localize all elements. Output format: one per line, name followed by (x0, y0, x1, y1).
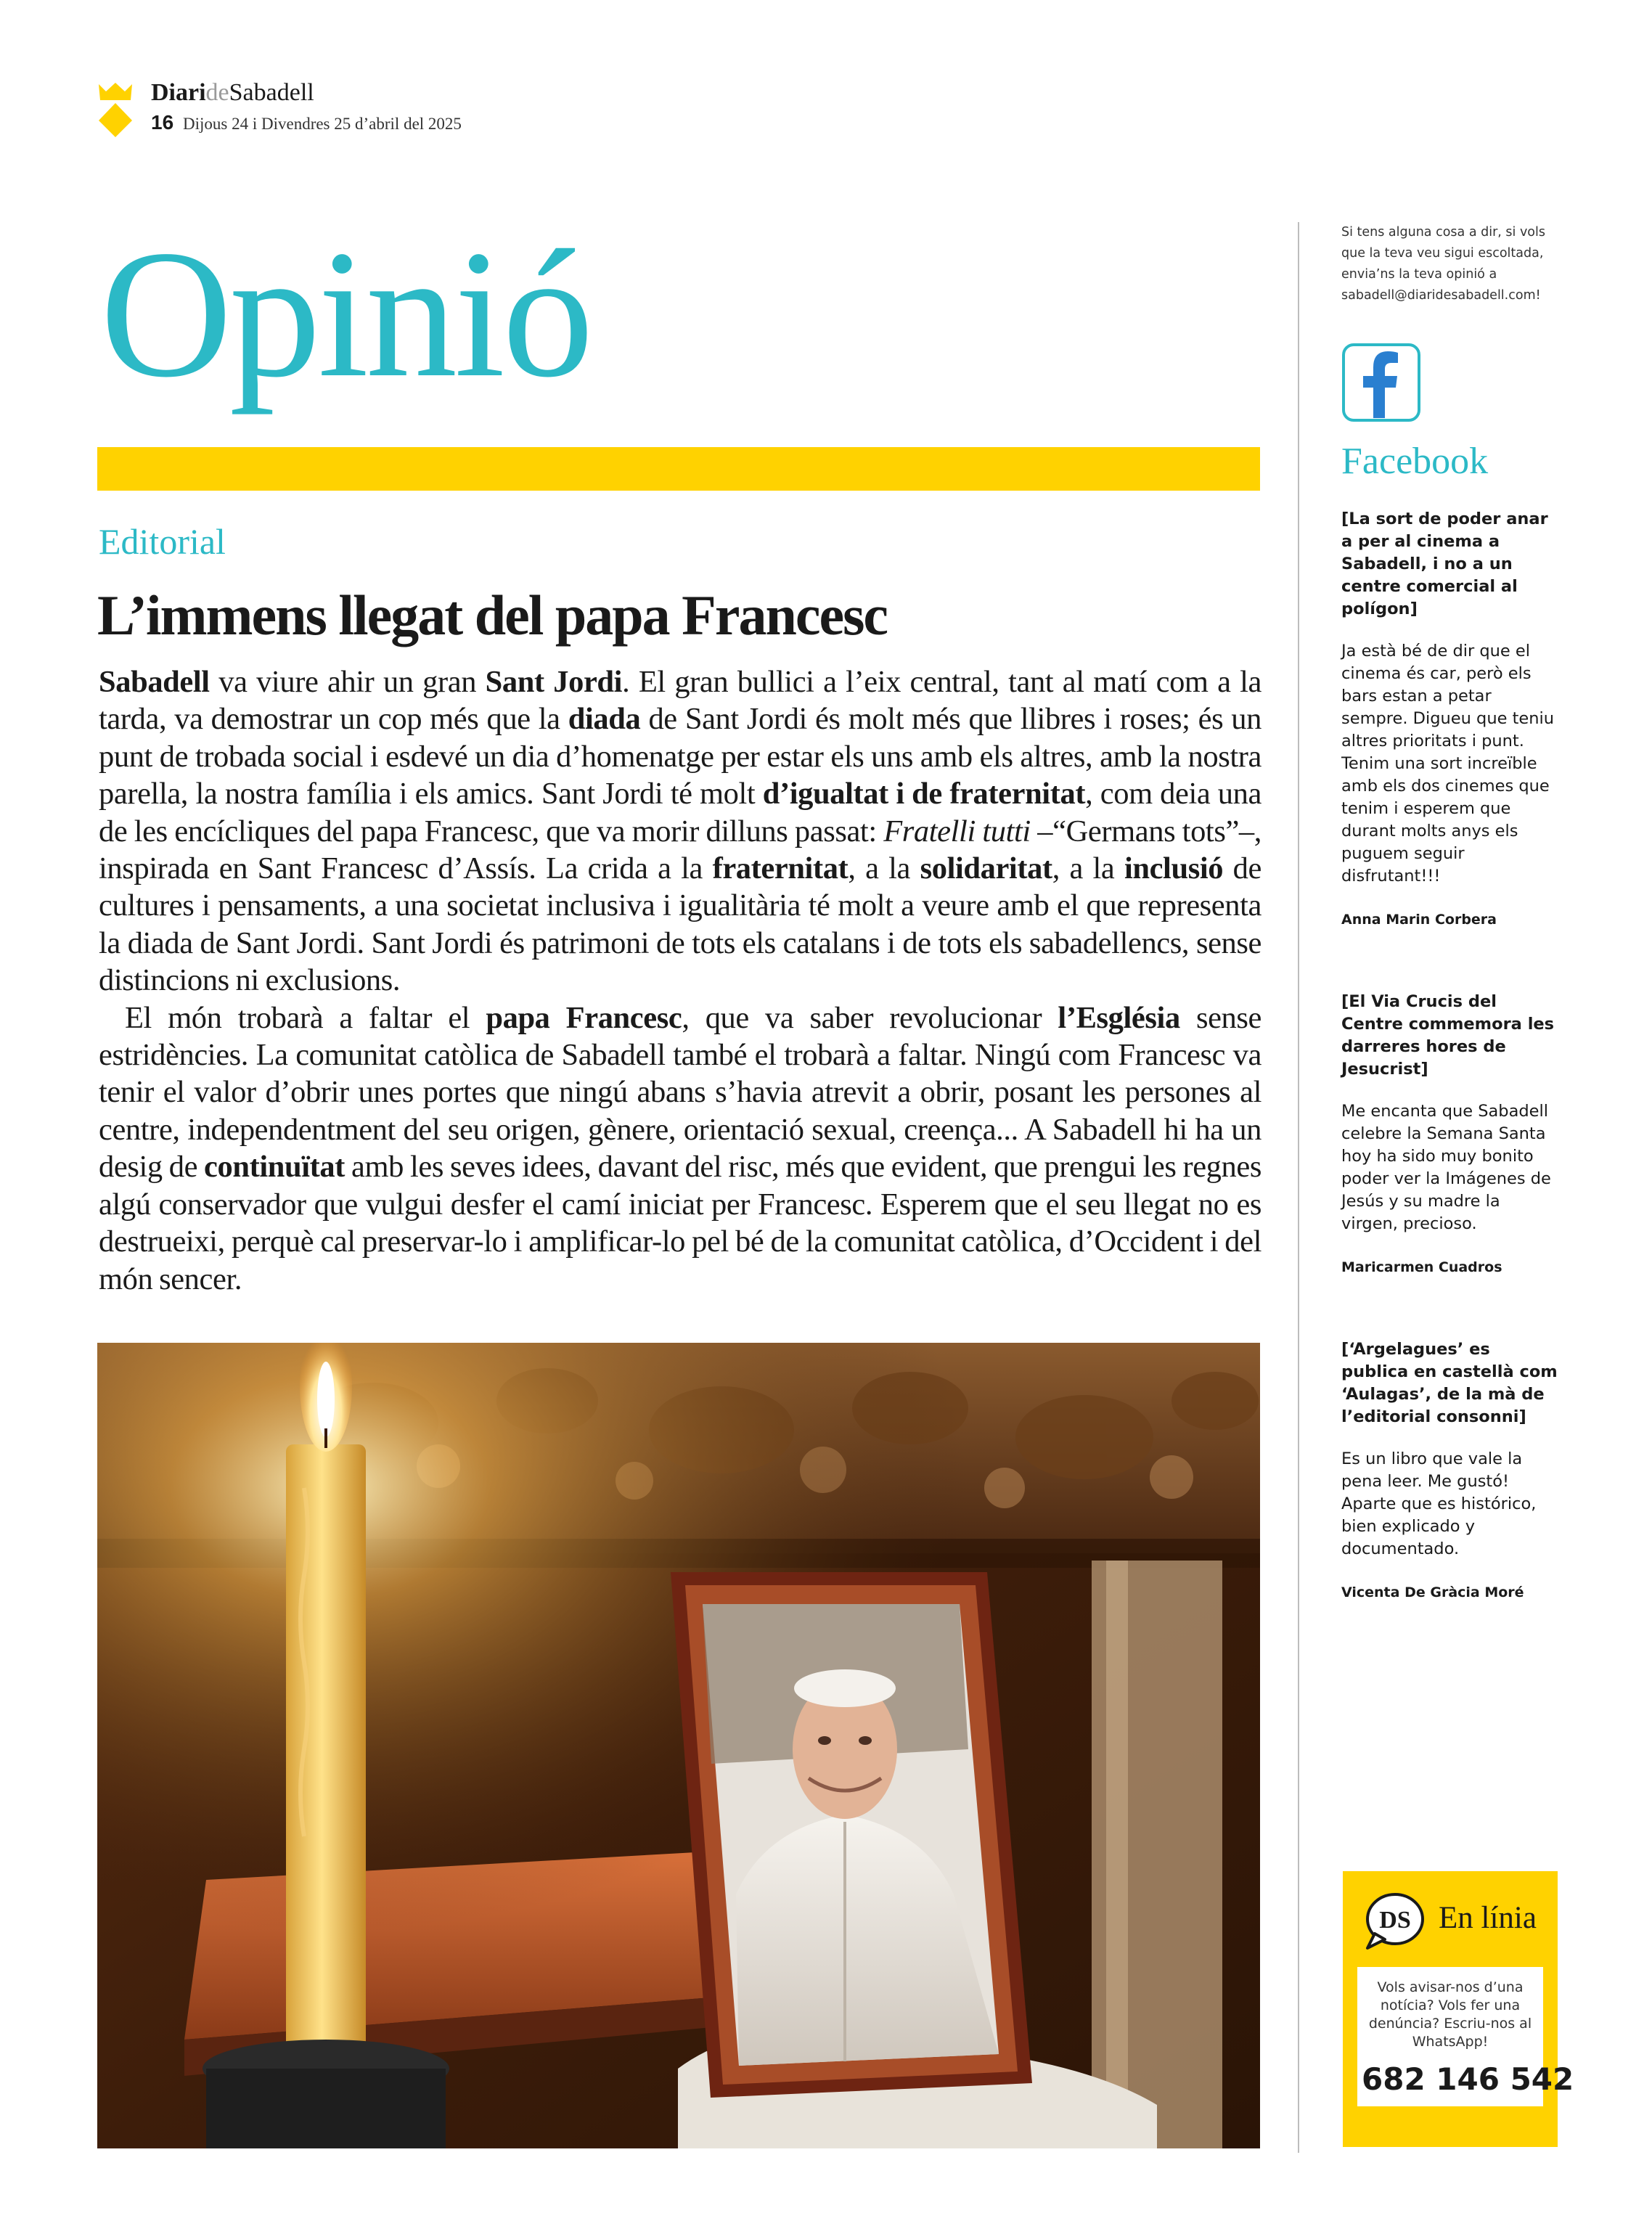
comment-author: Anna Marin Corbera (1341, 912, 1497, 928)
text-run: de Sant Jordi és molt més que llibres i roses; és un punt de trobada social i esdevé un dia d’homenatge per estar els uns amb els altres, amb la nostra parella, la nostra família i els amics. Sant Jordi té molt (99, 702, 1262, 811)
text-run: –“Germans tots”–, inspirada en Sant Francesc d’Assís. La crida a la (99, 814, 1262, 886)
text-run: sense estridències. La comunitat catòlica de Sabadell també el trobarà a faltar. Ningú com Francesc va tenir el valor d’obrir unes portes que ningú abans s’havia atrevit a obrir, posant les persones al centre, independentment del seu origen, gènere, orientació sexual, creença... A Sabadell hi ha un desig de (99, 1000, 1262, 1185)
reader-comment-3 (1341, 1338, 1559, 1603)
en-linia-text: Vols avisar-nos d’una notícia? Vols fer una denúncia? Escriu-nos al WhatsApp! (1368, 1979, 1532, 2050)
text-run: de cultures i pensaments, a una societat inclusiva i igualitària té molt a veure amb el que representa la diada de Sant Jordi. Sant Jordi és patrimoni de tots els catalans i de tots els sabadellencs, sense distincions ni exclusions. (99, 851, 1262, 998)
ds-logo-text: DS (1379, 1907, 1411, 1934)
bold-text-run: inclusió (1124, 851, 1224, 886)
sidebar-intro-text: Si tens alguna cosa a dir, si vols que la teva veu sigui escoltada, envia’ns la teva opinió a sabadell@diaridesabadell.com! (1341, 225, 1545, 303)
comment-headline: [La sort de poder anar a per al cinema a Sabadell, i no a un centre comercial al polígon] (1341, 510, 1548, 618)
bold-text-run: papa Francesc (486, 1000, 682, 1035)
comment-headline: [‘Argelagues’ es publica en castellà com ‘Aulagas’, de la mà de l’editorial consonni] (1341, 1340, 1558, 1426)
pope-francis-candle-photo (97, 1343, 1260, 2148)
comment-text: Ja està bé de dir que el cinema és car, però els bars estan a petar sempre. Digueu que teniu altres prioritats i punt. Tenim una sort increïble amb els dos cinemes que tenim i esperem que durant molts anys els puguem seguir disfrutant!!! (1341, 642, 1555, 886)
en-linia-box (1343, 1871, 1574, 2147)
facebook-icon (1341, 343, 1421, 422)
bold-text-run: l’Església (1058, 1000, 1180, 1035)
article-paragraph-2 (99, 999, 1262, 1298)
italic-text-run: Fratelli tutti (883, 814, 1031, 848)
section-title: Opinió (100, 212, 592, 415)
text-run: , a la (1052, 851, 1124, 886)
comment-author: Vicenta De Gràcia Moré (1341, 1584, 1524, 1600)
page-number: 16 (151, 111, 174, 134)
reader-comment-1 (1341, 508, 1559, 930)
newspaper-logo-icon (96, 81, 135, 138)
bold-text-run: continuïtat (204, 1150, 345, 1185)
text-run: , com deia una de les encícliques del papa Francesc, que va morir dilluns passat: (99, 777, 1262, 848)
bold-text-run: Sant Jordi (485, 665, 623, 699)
text-run: El món trobarà a faltar el (125, 1000, 486, 1035)
sidebar-divider (1298, 222, 1299, 2153)
whatsapp-phone-number[interactable]: 682 146 542 (1362, 2061, 1574, 2097)
text-run: va viure ahir un gran (209, 665, 486, 699)
editorial-kicker: Editorial (99, 521, 226, 562)
article-body (99, 663, 1262, 1298)
article-paragraph-1 (99, 663, 1262, 999)
section-divider-bar (97, 447, 1260, 491)
text-run: . El gran bullici a l’eix central, tant al matí com a la tarda, va demostrar un cop més que la (99, 665, 1262, 737)
newspaper-name: DiarideSabadell (151, 79, 314, 106)
bold-text-run: solidaritat (920, 851, 1052, 886)
bold-text-run: Sabadell (99, 665, 210, 699)
bold-text-run: diada (568, 702, 641, 737)
reader-comments-sidebar (1341, 222, 1559, 1603)
text-run: amb les seves idees, davant del risc, més que evident, que prengui les regnes algú conservador que vulgui desfer el camí iniciat per Francesc. Esperem que el seu llegat no es destrueixi, perquè cal preservar-lo i amplificar-lo pel bé de la comunitat catòlica, d’Occident i del món sencer. (99, 1150, 1262, 1296)
facebook-title: Facebook (1341, 441, 1489, 482)
bold-text-run: d’igualtat i de fraternitat (762, 777, 1086, 811)
comment-text: Me encanta que Sabadell celebre la Semana Santa hoy ha sido muy bonito poder ver la Imágenes de Jesús y su madre la virgen, precioso. (1341, 1102, 1551, 1233)
text-run: , a la (848, 851, 920, 886)
ds-chat-logo-icon (1362, 1891, 1426, 1951)
comment-author: Maricarmen Cuadros (1341, 1259, 1502, 1275)
en-linia-title: En línia (1439, 1901, 1537, 1935)
comment-headline: [El Via Crucis del Centre commemora les darreres hores de Jesucrist] (1341, 992, 1555, 1079)
en-linia-content (1357, 1967, 1574, 2106)
bold-text-run: fraternitat (712, 851, 849, 886)
reader-comment-2 (1341, 991, 1559, 1277)
article-headline: L’immens llegat del papa Francesc (97, 584, 888, 647)
issue-date: Dijous 24 i Divendres 25 d’abril del 2025 (183, 115, 462, 133)
en-linia-header (1357, 1887, 1543, 1958)
comment-text: Es un libro que vale la pena leer. Me gustó! Aparte que es histórico, bien explicado y documentado. (1341, 1449, 1537, 1558)
text-run: , que va saber revolucionar (682, 1000, 1058, 1035)
